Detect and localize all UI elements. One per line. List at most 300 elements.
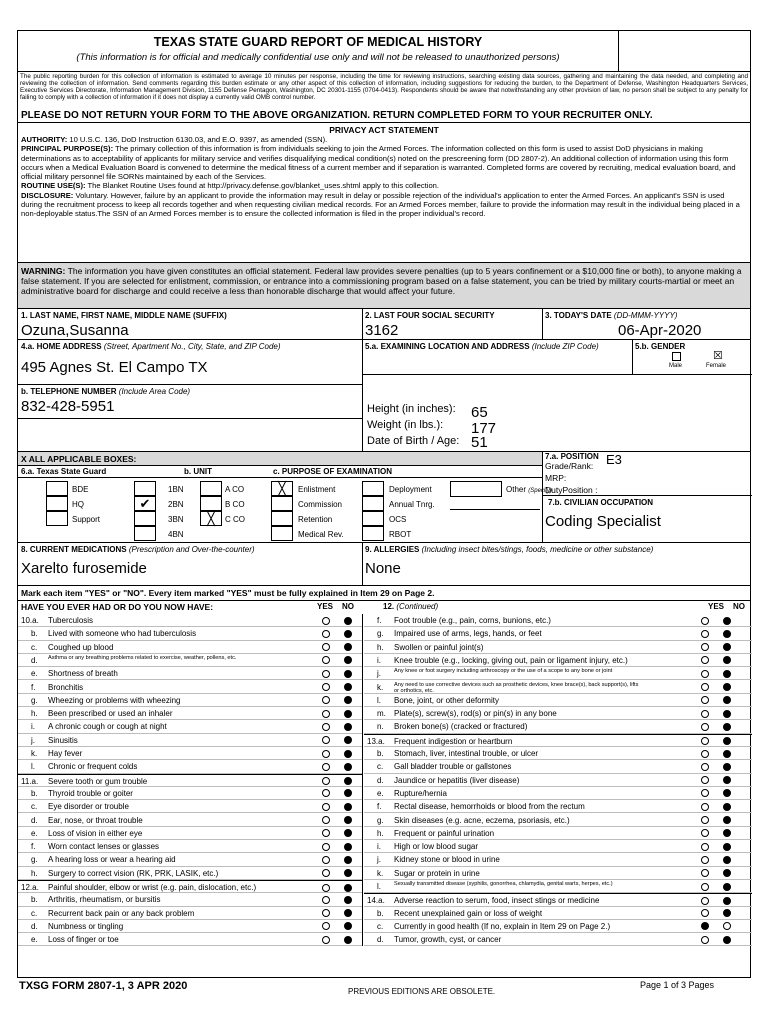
date-field[interactable]: 06-Apr-2020 — [618, 322, 702, 339]
no-header-right: NO — [733, 602, 745, 611]
ssn-label: 2. LAST FOUR SOCIAL SECURITY — [365, 311, 495, 320]
question-row — [364, 667, 752, 680]
no-radio[interactable] — [344, 789, 352, 797]
question-text: Lived with someone who had tuberculosis — [48, 629, 197, 639]
question-row — [18, 641, 362, 654]
no-header-left: NO — [342, 602, 354, 611]
checkbox-label-purpose2: Deployment — [389, 485, 432, 494]
other-specify-line — [450, 509, 540, 510]
yes-radio[interactable] — [322, 750, 330, 758]
no-radio[interactable] — [344, 630, 352, 638]
yes-radio[interactable] — [701, 936, 709, 944]
question-text: Been prescribed or used an inhaler — [48, 709, 173, 719]
question-row — [364, 681, 752, 694]
checkbox-purpose2[interactable] — [362, 496, 384, 511]
privacy-paragraphs — [21, 135, 747, 219]
yes-radio[interactable] — [322, 803, 330, 811]
no-radio[interactable] — [344, 896, 352, 904]
question-number: d. — [377, 775, 384, 785]
question-number: d. — [377, 935, 384, 945]
question-number: l. — [31, 762, 35, 772]
privacy-paragraph — [21, 181, 747, 190]
no-radio[interactable] — [344, 696, 352, 704]
medications-row — [18, 543, 750, 586]
question-text: Sexually transmitted disease (syphilis, gonorrhea, chlamydia, genital warts, herpes, etc.) — [394, 881, 613, 887]
identity-row — [18, 309, 750, 340]
checkbox-purpose2[interactable] — [362, 481, 384, 496]
checkbox-co[interactable]: ╳ — [200, 511, 222, 526]
question-row — [18, 827, 362, 840]
question-row — [18, 933, 362, 946]
question-number: c. — [377, 762, 384, 772]
yes-radio[interactable] — [701, 816, 709, 824]
yes-radio[interactable] — [701, 750, 709, 758]
checkbox-purpose1[interactable]: ╳ — [271, 481, 293, 496]
question-text: Frequent indigestion or heartburn — [394, 736, 513, 746]
boxes-header: X ALL APPLICABLE BOXES: — [18, 452, 542, 465]
question-row — [364, 654, 752, 667]
no-radio[interactable] — [344, 936, 352, 944]
burden-notice — [18, 72, 750, 109]
question-text: Frequent or painful urination — [394, 828, 495, 838]
left-questions-header: HAVE YOU EVER HAD OR DO YOU NOW HAVE: — [21, 602, 214, 612]
question-number: l. — [377, 882, 381, 891]
question-row — [18, 893, 362, 906]
yes-radio[interactable] — [322, 683, 330, 691]
occupation-field[interactable]: Coding Specialist — [545, 513, 661, 530]
question-row — [18, 760, 362, 773]
yes-radio[interactable] — [701, 643, 709, 651]
question-text: Bronchitis — [48, 682, 84, 692]
divider — [542, 309, 543, 339]
no-radio[interactable] — [723, 789, 731, 797]
question-number: f. — [31, 682, 36, 692]
question-number: f. — [377, 802, 382, 812]
phone-field[interactable]: 832-428-5951 — [21, 398, 115, 415]
question-text: Tumor, growth, cyst, or cancer — [394, 935, 502, 945]
yes-radio[interactable] — [701, 656, 709, 664]
no-radio[interactable] — [344, 670, 352, 678]
question-row — [364, 867, 752, 880]
divider — [362, 340, 363, 451]
yes-radio[interactable] — [701, 723, 709, 731]
grade-field[interactable]: E3 — [606, 452, 622, 467]
question-text: Rectal disease, hemorrhoids or blood from the rectum — [394, 802, 585, 812]
no-radio[interactable] — [723, 897, 731, 905]
no-radio[interactable] — [344, 617, 352, 625]
checkbox-label-purpose1: Medical Rev. — [298, 530, 344, 539]
no-radio[interactable] — [723, 856, 731, 864]
applicable-boxes-row — [18, 452, 750, 543]
yes-radio[interactable] — [322, 696, 330, 704]
checkbox-tsg[interactable] — [46, 496, 68, 511]
question-number: n. — [377, 722, 384, 732]
question-row — [364, 880, 752, 893]
question-number: d. — [31, 655, 38, 665]
gender-female-checkbox[interactable]: ☒ — [713, 350, 723, 362]
yes-radio[interactable] — [701, 670, 709, 678]
no-radio[interactable] — [723, 670, 731, 678]
mrp-label: MRP: — [545, 473, 567, 483]
question-row — [364, 840, 752, 853]
checkbox-purpose2[interactable] — [362, 511, 384, 526]
no-radio[interactable] — [723, 883, 731, 891]
question-text: Chronic or frequent colds — [48, 762, 138, 772]
no-radio[interactable] — [344, 736, 352, 744]
question-text: Recurrent back pain or any back problem — [48, 908, 195, 918]
yes-radio[interactable] — [322, 869, 330, 877]
question-text: Bone, joint, or other deformity — [394, 695, 499, 705]
checkbox-tsg[interactable] — [46, 511, 68, 526]
no-radio[interactable] — [723, 723, 731, 731]
checkbox-tsg[interactable] — [46, 481, 68, 496]
yes-radio[interactable] — [701, 696, 709, 704]
no-radio[interactable] — [723, 776, 731, 784]
question-number: 12.a. — [21, 883, 39, 892]
privacy-paragraph-text: 10 U.S.C. 136, DoD Instruction 6130.03, and E.O. 9397, as amended (SSN). — [67, 135, 328, 144]
question-number: g. — [31, 695, 38, 705]
question-row — [364, 800, 752, 813]
question-row — [364, 893, 752, 906]
question-text: Loss of finger or toe — [48, 935, 119, 945]
yes-radio[interactable] — [701, 843, 709, 851]
no-radio[interactable] — [723, 683, 731, 691]
yes-radio[interactable] — [322, 936, 330, 944]
question-text: Skin diseases (e.g. acne, eczema, psoriasis, etc.) — [394, 815, 570, 825]
yes-radio[interactable] — [701, 869, 709, 877]
no-radio[interactable] — [344, 777, 352, 785]
no-radio[interactable] — [344, 922, 352, 930]
no-radio[interactable] — [344, 816, 352, 824]
question-text: Any knee or foot surgery including arthroscopy or the use of a scope to any bone or joint — [394, 668, 613, 675]
yes-radio[interactable] — [322, 896, 330, 904]
checkbox-bn[interactable] — [134, 511, 156, 526]
yes-radio[interactable] — [701, 617, 709, 625]
question-number: b. — [377, 749, 384, 758]
yes-radio[interactable] — [701, 776, 709, 784]
no-radio[interactable] — [344, 710, 352, 718]
question-text: Shortness of breath — [48, 669, 118, 679]
duty-label: DutyPosition : — [545, 485, 598, 495]
meds-field[interactable]: Xarelto furosemide — [21, 560, 147, 577]
question-text: Jaundice or hepatitis (liver disease) — [394, 775, 520, 785]
yes-radio[interactable] — [701, 922, 709, 930]
no-radio[interactable] — [723, 763, 731, 771]
yes-radio[interactable] — [322, 777, 330, 785]
no-radio[interactable] — [723, 696, 731, 704]
no-radio[interactable] — [723, 656, 731, 664]
title-divider — [618, 31, 619, 71]
question-number: b. — [377, 908, 384, 918]
yes-radio[interactable] — [701, 909, 709, 917]
no-radio[interactable] — [723, 643, 731, 651]
divider — [362, 543, 363, 585]
yes-radio[interactable] — [322, 763, 330, 771]
no-radio[interactable] — [723, 750, 731, 758]
checkbox-purpose1[interactable] — [271, 511, 293, 526]
no-radio[interactable] — [344, 869, 352, 877]
no-radio[interactable] — [723, 710, 731, 718]
yes-radio[interactable] — [701, 803, 709, 811]
meds-hint: (Prescription and Over-the-counter) — [128, 545, 255, 554]
no-radio[interactable] — [723, 869, 731, 877]
no-radio[interactable] — [344, 803, 352, 811]
question-row — [18, 800, 362, 813]
question-number: 14.a. — [367, 896, 385, 906]
meds-label: 8. CURRENT MEDICATIONS — [21, 545, 127, 554]
no-radio[interactable] — [344, 683, 352, 691]
yes-radio[interactable] — [701, 883, 709, 891]
checkbox-purpose2[interactable] — [362, 526, 384, 541]
question-text: Gall bladder trouble or gallstones — [394, 762, 512, 772]
phone-label: b. TELEPHONE NUMBER — [21, 387, 117, 396]
question-number: j. — [377, 669, 381, 679]
question-row — [18, 840, 362, 853]
height-label: Height (in inches): — [367, 403, 456, 415]
yes-radio[interactable] — [701, 683, 709, 691]
question-number: h. — [31, 709, 38, 719]
no-radio[interactable] — [723, 909, 731, 917]
no-radio[interactable] — [723, 737, 731, 745]
other-checkbox[interactable] — [450, 481, 502, 497]
yes-radio[interactable] — [322, 816, 330, 824]
checkbox-label-tsg: BDE — [72, 485, 89, 494]
checkbox-purpose1[interactable] — [271, 526, 293, 541]
address-row — [18, 340, 750, 452]
date-label: 3. TODAY'S DATE — [545, 311, 612, 320]
question-row — [18, 787, 362, 800]
gender-male-checkbox[interactable] — [672, 352, 681, 361]
no-radio[interactable] — [344, 884, 352, 892]
title-block — [18, 31, 750, 72]
form-title: TEXAS STATE GUARD REPORT OF MEDICAL HISTORY — [153, 35, 483, 49]
question-number: k. — [31, 749, 38, 758]
privacy-paragraph-label: AUTHORITY: — [21, 135, 68, 144]
checkbox-bn[interactable]: ✔ — [134, 496, 156, 511]
allergy-field[interactable]: None — [365, 560, 401, 577]
question-text: Adverse reaction to serum, food, insect stings or medicine — [394, 896, 600, 906]
question-number: 11.a. — [21, 776, 39, 786]
question-text: Worn contact lenses or glasses — [48, 842, 160, 852]
question-text: Severe tooth or gum trouble — [48, 776, 148, 786]
yes-radio[interactable] — [701, 829, 709, 837]
checkbox-label-bn: 1BN — [168, 485, 184, 494]
gender-male-label: Male — [669, 363, 683, 369]
no-radio[interactable] — [344, 643, 352, 651]
yes-header-left: YES — [317, 602, 334, 611]
divider — [18, 418, 362, 419]
question-row — [18, 707, 362, 720]
question-text: Coughed up blood — [48, 642, 114, 652]
checkbox-co[interactable] — [200, 496, 222, 511]
question-number: c. — [31, 908, 38, 918]
ssn-field[interactable]: 3162 — [365, 322, 399, 339]
yes-radio[interactable] — [322, 843, 330, 851]
no-radio[interactable] — [344, 723, 352, 731]
question-text: Any need to use corrective devices such as prosthetic devices, knee brace(s), back support(s), lifts or orthotics, etc. — [394, 681, 639, 694]
grade-label: Grade/Rank: — [545, 461, 594, 471]
question-row — [364, 933, 752, 946]
burden-text: The public reporting burden for this collection of information is estimated to average 10 minutes per response, including the time for reviewing instructions, searching existing data sources, gathering and maintaining the data needed, and completing and reviewing the collection of information. Send comments regarding this burden estimate or any other aspect of this collection of information, including suggestions for reducing the burden, to the Department of Defense, Washington Headquarters Services, Executive Services Directorate, Information Management Division, 1155 Defense Pentagon, Washington, DC 20301-1155 (0704-0413). Respondents should be aware that notwithstanding any other provision of law, no person shall be subject to any penalty for failing to comply with a collection of information if it does not display a currently valid OMB control number. — [20, 73, 748, 101]
question-row — [18, 907, 362, 920]
yes-radio[interactable] — [322, 723, 330, 731]
checkbox-label-purpose1: Enlistment — [298, 485, 336, 494]
divider — [362, 374, 752, 375]
yes-radio[interactable] — [322, 856, 330, 864]
question-number: c. — [31, 802, 38, 812]
question-row — [18, 880, 362, 893]
address-hint: (Street, Apartment No., City, State, and ZIP Code) — [103, 342, 281, 351]
checkbox-label-tsg: Support — [72, 515, 101, 524]
yes-radio[interactable] — [322, 617, 330, 625]
question-number: g. — [377, 815, 384, 825]
checkbox-label-bn: 2BN — [168, 500, 184, 509]
question-row — [364, 627, 752, 640]
no-radio[interactable] — [344, 763, 352, 771]
checkbox-co[interactable] — [200, 481, 222, 496]
question-row — [18, 920, 362, 933]
yes-radio[interactable] — [322, 884, 330, 892]
privacy-paragraph — [21, 144, 747, 181]
position-label: 7.a. POSITION — [545, 452, 599, 461]
yes-radio[interactable] — [701, 710, 709, 718]
question-number: e. — [31, 669, 38, 679]
instructions: Mark each item "YES" or "NO". Every item marked "YES" must be fully explained in Item 29 on Page 2. — [18, 586, 750, 601]
question-number: 10.a. — [21, 616, 39, 625]
no-radio[interactable] — [723, 617, 731, 625]
no-radio[interactable] — [723, 816, 731, 824]
no-radio[interactable] — [723, 829, 731, 837]
yes-radio[interactable] — [322, 829, 330, 837]
weight-label: Weight (in lbs.): — [367, 419, 444, 431]
yes-header-right: YES — [708, 602, 725, 611]
no-radio[interactable] — [344, 909, 352, 917]
privacy-title: PRIVACY ACT STATEMENT — [329, 125, 439, 135]
question-text: Sinusitis — [48, 735, 78, 745]
question-number: i. — [377, 842, 381, 852]
privacy-paragraph — [21, 191, 747, 219]
divider — [18, 465, 542, 466]
privacy-paragraph-label: DISCLOSURE: — [21, 190, 74, 200]
question-row — [364, 734, 752, 747]
question-text: Plate(s), screw(s), rod(s) or pin(s) in any bone — [394, 709, 557, 719]
yes-radio[interactable] — [322, 656, 330, 664]
question-text: Foot trouble (e.g., pain, corns, bunions, etc.) — [394, 616, 551, 625]
no-radio[interactable] — [723, 843, 731, 851]
yes-radio[interactable] — [701, 763, 709, 771]
checkbox-purpose1[interactable] — [271, 496, 293, 511]
allergy-label: 9. ALLERGIES — [365, 545, 420, 554]
yes-radio[interactable] — [701, 897, 709, 905]
question-text: Sugar or protein in urine — [394, 868, 480, 878]
question-row — [18, 654, 362, 667]
exam-location-label: 5.a. EXAMINING LOCATION AND ADDRESS — [365, 342, 530, 351]
question-number: e. — [31, 828, 38, 838]
checkbox-bn[interactable] — [134, 526, 156, 541]
no-radio[interactable] — [344, 829, 352, 837]
question-number: h. — [377, 642, 384, 652]
question-row — [364, 853, 752, 866]
no-radio[interactable] — [723, 936, 731, 944]
yes-radio[interactable] — [701, 630, 709, 638]
question-text: Eye disorder or trouble — [48, 802, 129, 812]
no-radio[interactable] — [344, 843, 352, 851]
question-row — [364, 920, 752, 933]
no-radio[interactable] — [344, 656, 352, 664]
question-row — [18, 867, 362, 880]
yes-radio[interactable] — [701, 856, 709, 864]
no-radio[interactable] — [344, 750, 352, 758]
yes-radio[interactable] — [701, 737, 709, 745]
checkbox-label-tsg: HQ — [72, 500, 84, 509]
weight-field[interactable]: 177 — [471, 420, 497, 437]
name-field[interactable]: Ozuna,Susanna — [21, 322, 129, 339]
checkbox-bn[interactable] — [134, 481, 156, 496]
yes-radio[interactable] — [322, 922, 330, 930]
unit-label: b. UNIT — [184, 467, 212, 476]
yes-radio[interactable] — [322, 909, 330, 917]
form-id: TXSG FORM 2807-1, 3 APR 2020 — [19, 980, 188, 992]
question-number: e. — [31, 935, 38, 945]
question-number: i. — [377, 655, 381, 665]
question-number: g. — [377, 629, 384, 639]
checkbox-label-co: B CO — [225, 500, 245, 509]
question-number: h. — [377, 828, 384, 838]
question-text: A chronic cough or cough at night — [48, 722, 167, 732]
no-radio[interactable] — [344, 856, 352, 864]
divider — [362, 309, 363, 339]
no-radio[interactable] — [723, 630, 731, 638]
privacy-paragraph-text: The primary collection of this information is from individuals seeking to join the Armed Forces. The information collected on this form is used to assist DoD physicians in making determinations as to acceptability of applicants for military service and verifies disqualifying medical condition(s) noted on the prescreening form (DD 2807-2). An additional collection of information using this form occurs when a Medical Evaluation Board is convened to determine the medical fitness of a current member and if separation is warranted. Completed forms are covered by recruiting, medical evaluation board, and official military personnel file SORNs maintained by each of the Services. — [21, 144, 736, 182]
divider — [18, 477, 542, 478]
privacy-paragraph-label: ROUTINE USE(S): — [21, 181, 86, 191]
question-number: g. — [31, 855, 38, 865]
name-label: 1. LAST NAME, FIRST NAME, MIDDLE NAME (SUFFIX) — [21, 311, 227, 320]
yes-radio[interactable] — [322, 789, 330, 797]
question-text: A hearing loss or wear a hearing aid — [48, 855, 176, 865]
other-hint: (Specify) — [528, 488, 552, 494]
yes-radio[interactable] — [322, 670, 330, 678]
yes-radio[interactable] — [322, 630, 330, 638]
question-text: Surgery to correct vision (RK, PRK, LASIK, etc.) — [48, 868, 219, 878]
warning-section — [18, 263, 750, 309]
question-row — [364, 827, 752, 840]
question-text: Knee trouble (e.g., locking, giving out, pain or ligament injury, etc.) — [394, 655, 628, 665]
question-number: k. — [377, 682, 384, 692]
no-radio[interactable] — [723, 922, 731, 930]
question-text: High or low blood sugar — [394, 842, 479, 852]
warning-text: The information you have given constitutes an official statement. Federal law provides severe penalties (up to 5 years confinement or a $10,000 fine or both), to anyone making a false statement. If you are selected for enlistment, commission, or entrance into a commissioning program based on a false statement, you can be tried by military courts-martial or meet an administrative board for discharge and could receive a less than honorable discharge that would affect your future. — [21, 266, 742, 296]
other-label: Other — [506, 485, 527, 494]
tsg-label: 6.a. Texas State Guard — [21, 467, 107, 476]
address-field[interactable]: 495 Agnes St. El Campo TX — [21, 359, 208, 376]
yes-radio[interactable] — [701, 789, 709, 797]
checkbox-label-co: A CO — [225, 485, 245, 494]
question-number: f. — [31, 842, 36, 852]
yes-radio[interactable] — [322, 643, 330, 651]
question-number: 13.a. — [367, 736, 385, 746]
no-radio[interactable] — [723, 803, 731, 811]
age-field[interactable]: 51 — [471, 434, 488, 451]
medical-history-form — [17, 30, 751, 978]
privacy-act-section — [18, 123, 750, 263]
height-field[interactable]: 65 — [471, 404, 488, 421]
question-row — [18, 814, 362, 827]
checkbox-label-purpose1: Retention — [298, 515, 333, 524]
yes-radio[interactable] — [322, 736, 330, 744]
question-row — [18, 734, 362, 747]
yes-radio[interactable] — [322, 710, 330, 718]
